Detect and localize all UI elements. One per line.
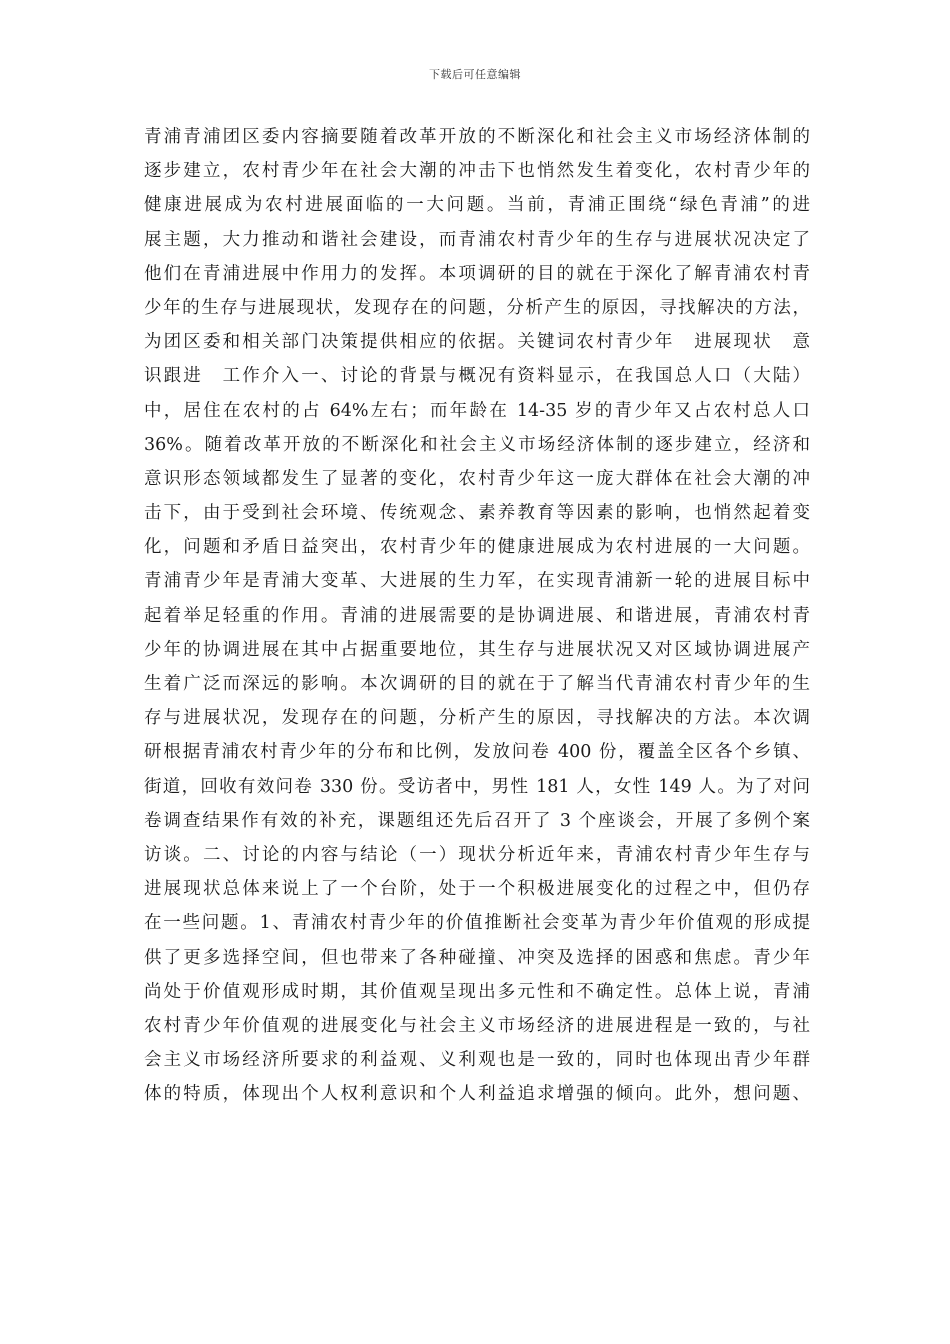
text-line: 街道，回收有效问卷 330 份。受访者中，男性 181 人，女性 149 人。为了对问 [144, 776, 810, 797]
header-note: 下载后可任意编辑 [429, 68, 521, 81]
text-line: 识跟进 工作介入一、讨论的背景与概况有资料显示，在我国总人口（大陆） [144, 366, 810, 387]
text-line: 少年的协调进展在其中占据重要地位，其生存与进展状况又对区域协调进展产 [144, 639, 810, 660]
text-line: 会主义市场经济所要求的利益观、义利观也是一致的，同时也体现出青少年群 [144, 1050, 810, 1071]
text-line: 尚处于价值观形成时期，其价值观呈现出多元性和不确定性。总体上说，青浦 [144, 981, 810, 1002]
text-line: 36%。随着改革开放的不断深化和社会主义市场经济体制的逐步建立，经济和 [144, 434, 810, 455]
body-text [144, 120, 810, 1111]
text-line: 青浦青浦团区委内容摘要随着改革开放的不断深化和社会主义市场经济体制的 [144, 127, 810, 147]
text-line: 在一些问题。1、青浦农村青少年的价值推断社会变革为青少年价值观的形成提 [144, 913, 810, 934]
text-line: 化，问题和矛盾日益突出，农村青少年的健康进展成为农村进展的一大问题。 [144, 537, 810, 558]
text-line: 存与进展状况，发现存在的问题，分析产生的原因，寻找解决的方法。本次调 [144, 708, 810, 729]
text-line: 起着举足轻重的作用。青浦的进展需要的是协调进展、和谐进展，青浦农村青 [144, 605, 810, 626]
text-line: 他们在青浦进展中作用力的发挥。本项调研的目的就在于深化了解青浦农村青 [144, 263, 810, 284]
text-line: 访谈。二、讨论的内容与结论（一）现状分析近年来，青浦农村青少年生存与 [144, 844, 810, 865]
text-line: 健康进展成为农村进展面临的一大问题。当前，青浦正围绕“绿色青浦”的进 [144, 195, 810, 216]
text-line: 展主题，大力推动和谐社会建设，而青浦农村青少年的生存与进展状况决定了 [144, 229, 810, 250]
text-line: 农村青少年价值观的进展变化与社会主义市场经济的进展进程是一致的，与社 [144, 1015, 810, 1036]
text-line: 供了更多选择空间，但也带来了各种碰撞、冲突及选择的困惑和焦虑。青少年 [144, 947, 810, 968]
text-line: 研根据青浦农村青少年的分布和比例，发放问卷 400 份，覆盖全区各个乡镇、 [144, 742, 810, 763]
text-line: 进展现状总体来说上了一个台阶，处于一个积极进展变化的过程之中，但仍存 [144, 879, 810, 900]
text-line: 卷调查结果作有效的补充，课题组还先后召开了 3 个座谈会，开展了多例个案 [144, 810, 810, 831]
text-line: 击下，由于受到社会环境、传统观念、素养教育等因素的影响，也悄然起着变 [144, 503, 810, 524]
text-line: 青浦青少年是青浦大变革、大进展的生力军，在实现青浦新一轮的进展目标中 [144, 571, 810, 592]
text-line: 意识形态领域都发生了显著的变化，农村青少年这一庞大群体在社会大潮的冲 [144, 468, 810, 489]
text-line: 逐步建立，农村青少年在社会大潮的冲击下也悄然发生着变化，农村青少年的 [144, 161, 810, 182]
text-line: 生着广泛而深远的影响。本次调研的目的就在于了解当代青浦农村青少年的生 [144, 674, 810, 694]
text-line: 中，居住在农村的占 64%左右；而年龄在 14-35 岁的青少年又占农村总人口 [144, 400, 810, 421]
text-line: 为团区委和相关部门决策提供相应的依据。关键词农村青少年 进展现状 意 [144, 332, 810, 353]
text-line: 少年的生存与进展现状，发现存在的问题，分析产生的原因，寻找解决的方法， [144, 297, 810, 318]
text-line: 体的特质，体现出个人权利意识和个人利益追求增强的倾向。此外，想问题、 [144, 1084, 810, 1105]
